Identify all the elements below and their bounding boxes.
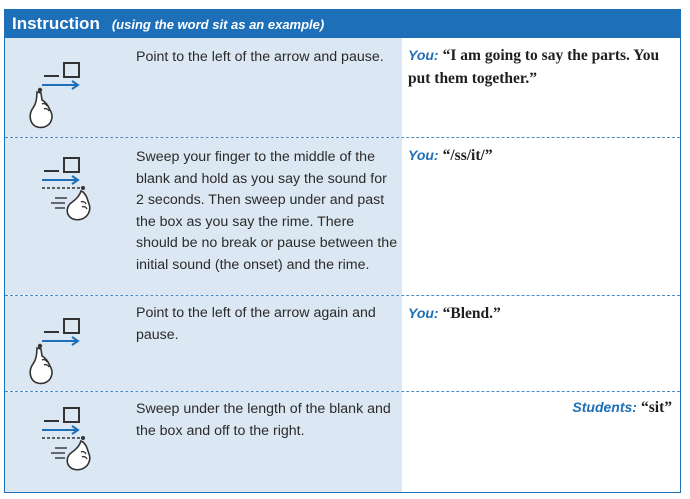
table-row [5,38,680,137]
table-row [5,138,680,295]
speech-text [408,303,672,326]
table-row [5,392,680,492]
speech-text [408,145,672,168]
speaker-label: Students: [572,399,637,415]
speaker-label: You: [408,47,439,63]
table-header [5,10,680,38]
header-title: Instruction [12,14,100,33]
quote-text: “sit” [641,399,672,416]
speech-text [408,45,672,90]
sweep-finger-icon [15,146,125,236]
instruction-text: Point to the left of the arrow again and pause. [136,305,376,343]
instruction-cell [5,392,402,492]
quote-text: “I am going to say the parts. You put them together.” [408,47,660,87]
instruction-table [4,9,681,493]
instruction-text: Sweep your finger to the middle of the blank and hold as you say the sound for 2 seconds. Then sweep under and past the box as you say the rime. There should be no break or pause between the initial sound (the onset) and the rime. [136,149,398,273]
quote-text: “/ss/it/” [442,147,493,164]
table-row [5,296,680,391]
sweep-finger-icon [15,396,125,486]
speaker-label: You: [408,147,439,163]
instruction-cell [5,138,402,295]
point-left-of-arrow-icon [15,46,125,136]
instruction-text: Point to the left of the arrow and pause. [136,49,384,65]
quote-text: “Blend.” [442,305,501,322]
speech-cell [402,296,680,391]
instruction-text: Sweep under the length of the blank and the box and off to the right. [136,401,391,439]
instruction-cell [5,38,402,137]
header-subtitle: (using the word sit as an example) [111,16,325,32]
instruction-cell [5,296,402,391]
speaker-label: You: [408,305,439,321]
speech-cell [402,38,680,137]
speech-cell [402,392,680,492]
speech-cell [402,138,680,295]
speech-text [408,397,672,420]
point-left-of-arrow-icon [15,302,125,392]
